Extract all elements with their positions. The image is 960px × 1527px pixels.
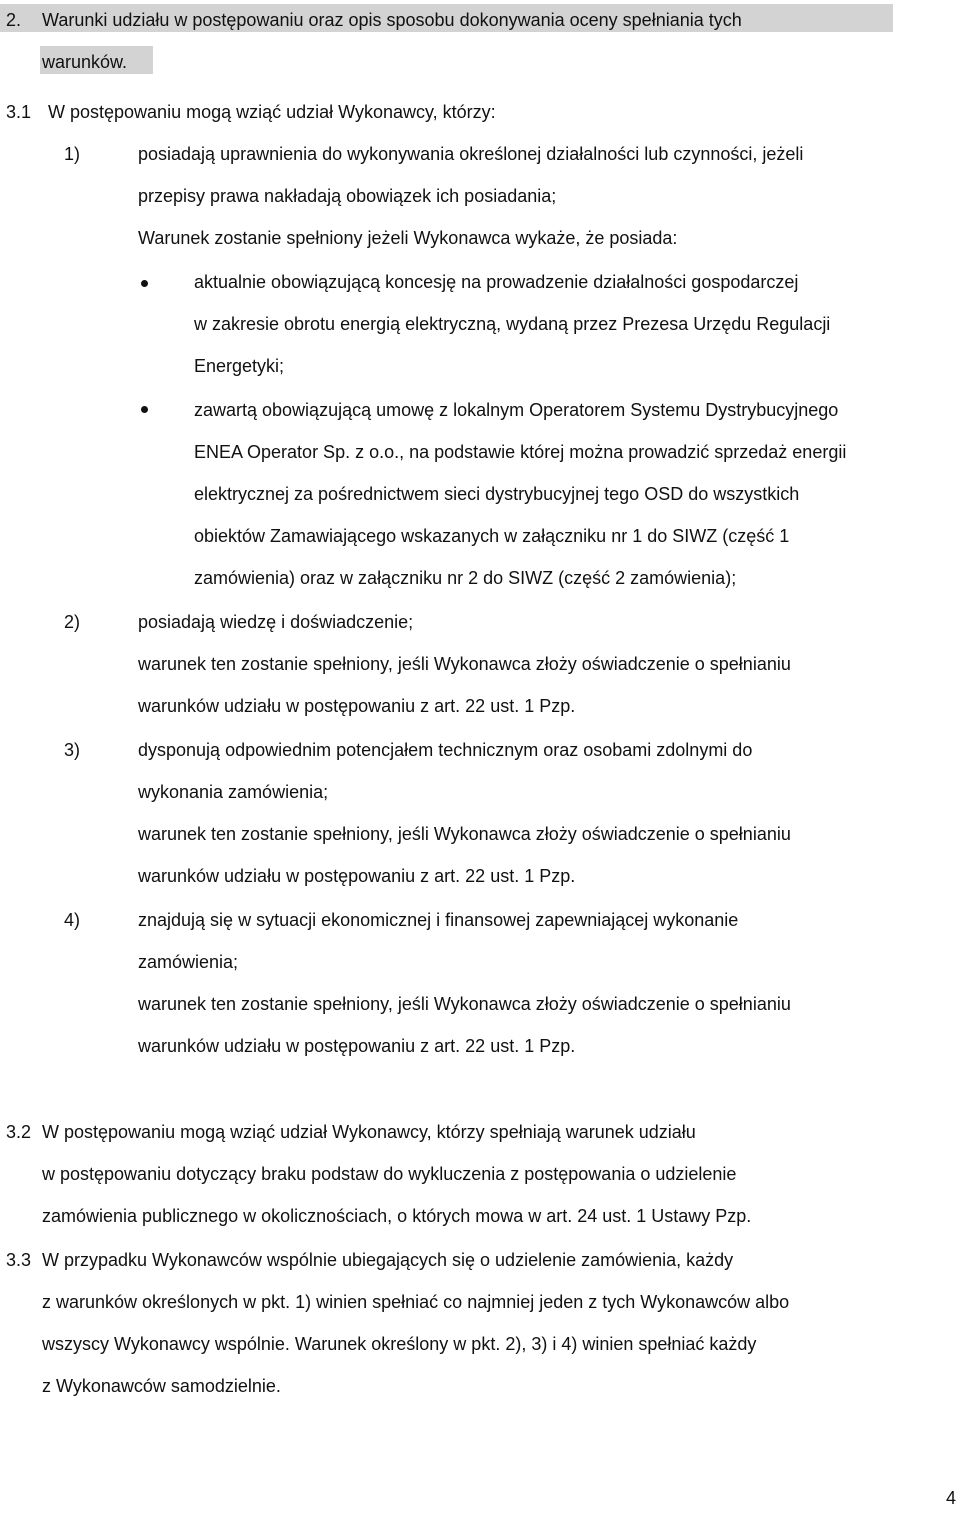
- list-item-text: warunków udziału w postępowaniu z art. 22 ust. 1 Pzp.: [138, 866, 576, 886]
- list-item-text: warunek ten zostanie spełniony, jeśli Wykonawca złoży oświadczenie o spełnianiu: [138, 654, 791, 674]
- list-item-text: warunków udziału w postępowaniu z art. 22 ust. 1 Pzp.: [138, 696, 576, 716]
- list-number: 2): [64, 612, 81, 632]
- list-number: 1): [64, 144, 81, 164]
- bullet-text: zawartą obowiązującą umowę z lokalnym Operatorem Systemu Dystrybucyjnego: [194, 400, 839, 420]
- list-item-text: Warunek zostanie spełniony jeżeli Wykonawca wykaże, że posiada:: [138, 228, 678, 248]
- list-item-text: zamówienia;: [138, 952, 239, 972]
- bullet-text: elektrycznej za pośrednictwem sieci dystrybucyjnej tego OSD do wszystkich: [194, 484, 800, 504]
- bullet-icon: [141, 280, 148, 287]
- subsection-number: 3.3: [6, 1250, 32, 1270]
- list-item-text: znajdują się w sytuacji ekonomicznej i finansowej zapewniającej wykonanie: [138, 910, 739, 930]
- paragraph-text: w postępowaniu dotyczący braku podstaw do wykluczenia z postępowania o udzielenie: [42, 1164, 737, 1184]
- list-item-text: dysponują odpowiednim potencjałem technicznym oraz osobami zdolnymi do: [138, 740, 753, 760]
- bullet-icon: [141, 406, 148, 413]
- list-number: 3): [64, 740, 81, 760]
- list-number: 4): [64, 910, 81, 930]
- bullet-text: Energetyki;: [194, 356, 285, 376]
- list-item-text: wykonania zamówienia;: [138, 782, 329, 802]
- list-item-text: posiadają uprawnienia do wykonywania określonej działalności lub czynności, jeżeli: [138, 144, 804, 164]
- list-item-text: warunek ten zostanie spełniony, jeśli Wykonawca złoży oświadczenie o spełnianiu: [138, 824, 791, 844]
- subsection-number: 3.1: [6, 102, 32, 122]
- bullet-text: ENEA Operator Sp. z o.o., na podstawie której można prowadzić sprzedaż energii: [194, 442, 847, 462]
- paragraph-text: z warunków określonych w pkt. 1) winien spełniać co najmniej jeden z tych Wykonawców albo: [42, 1292, 790, 1312]
- bullet-text: aktualnie obowiązującą koncesję na prowadzenie działalności gospodarczej: [194, 272, 799, 292]
- paragraph-text: W postępowaniu mogą wziąć udział Wykonawcy, którzy:: [48, 102, 496, 122]
- bullet-text: w zakresie obrotu energią elektryczną, wydaną przez Prezesa Urzędu Regulacji: [194, 314, 831, 334]
- bullet-text: obiektów Zamawiającego wskazanych w załączniku nr 1 do SIWZ (część 1: [194, 526, 790, 546]
- section-title: warunków.: [42, 52, 128, 72]
- section-title: Warunki udziału w postępowaniu oraz opis sposobu dokonywania oceny spełniania tych: [42, 10, 742, 30]
- section-number: 2.: [6, 10, 22, 30]
- paragraph-text: W przypadku Wykonawców wspólnie ubiegających się o udzielenie zamówienia, każdy: [42, 1250, 734, 1270]
- paragraph-text: wszyscy Wykonawcy wspólnie. Warunek określony w pkt. 2), 3) i 4) winien spełniać każdy: [42, 1334, 757, 1354]
- page-number: 4: [946, 1488, 957, 1508]
- bullet-text: zamówienia) oraz w załączniku nr 2 do SIWZ (część 2 zamówienia);: [194, 568, 737, 588]
- paragraph-text: z Wykonawców samodzielnie.: [42, 1376, 281, 1396]
- list-item-text: warunków udziału w postępowaniu z art. 22 ust. 1 Pzp.: [138, 1036, 576, 1056]
- paragraph-text: W postępowaniu mogą wziąć udział Wykonawcy, którzy spełniają warunek udziału: [42, 1122, 696, 1142]
- paragraph-text: zamówienia publicznego w okolicznościach, o których mowa w art. 24 ust. 1 Ustawy Pzp.: [42, 1206, 752, 1226]
- list-item-text: przepisy prawa nakładają obowiązek ich posiadania;: [138, 186, 557, 206]
- subsection-number: 3.2: [6, 1122, 32, 1142]
- list-item-text: warunek ten zostanie spełniony, jeśli Wykonawca złoży oświadczenie o spełnianiu: [138, 994, 791, 1014]
- list-item-text: posiadają wiedzę i doświadczenie;: [138, 612, 414, 632]
